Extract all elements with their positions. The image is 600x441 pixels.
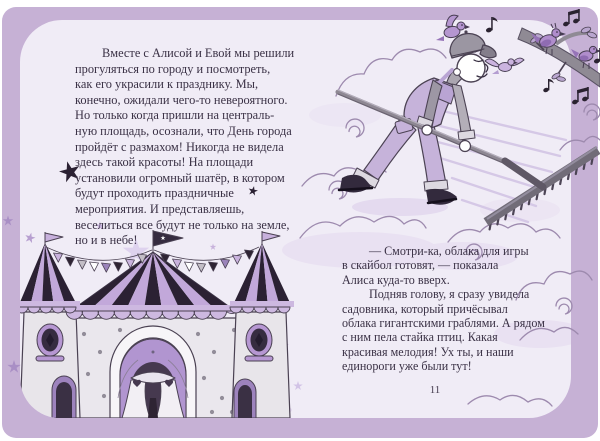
tent-dome <box>72 252 234 310</box>
text-line: красивая мелодия! Ух ты, и наши <box>342 344 514 359</box>
text-line: в скайбол готовят, — показала <box>342 258 499 273</box>
left-page-paragraph <box>75 46 313 249</box>
tent-entrance <box>110 326 196 418</box>
text-line: конечно, ожидали чего-то невероятного. <box>75 92 288 107</box>
text-line: веселиться все будут не только на земле, <box>75 217 290 232</box>
circus-tent-illustration <box>15 230 294 425</box>
text-line: здесь такой красоты! На площади <box>75 155 254 170</box>
text-line: как его украсили к празднику. Мы, <box>75 77 259 92</box>
text-line: мероприятия. И представляешь, <box>75 201 245 216</box>
text-line: облака гигантскими граблями. А рядом <box>342 316 545 331</box>
text-line: Вместе с Алисой и Евой мы решили <box>102 46 295 60</box>
text-line: установили огромный шатёр, в котором <box>75 170 285 185</box>
text-line: единороги уже были тут! <box>342 359 472 374</box>
page-number: 11 <box>429 384 441 396</box>
text-line: садовника, который причёсывал <box>342 301 508 316</box>
text-line: с ним пела стайка птиц. Какая <box>342 330 498 345</box>
bird-icon <box>485 58 524 74</box>
right-page-paragraph <box>342 244 554 374</box>
text-line: Алиса куда-то вверх. <box>342 272 450 287</box>
text-line: пройдёт с размахом! Никогда не видела <box>75 139 284 154</box>
text-line: — Смотри-ка, облака для игры <box>369 244 529 258</box>
tent-valance <box>66 305 238 319</box>
text-line: прогуляться по городу и посмотреть, <box>75 61 271 76</box>
text-line: ную площадь, осознали, что День города <box>75 123 292 138</box>
text-line: но и в небе! <box>75 233 138 248</box>
text-line: Подняв голову, я сразу увидела <box>369 287 530 302</box>
text-line: будут проходить праздничные <box>75 186 234 201</box>
text-line: Но только когда пришли на централь- <box>75 108 275 123</box>
